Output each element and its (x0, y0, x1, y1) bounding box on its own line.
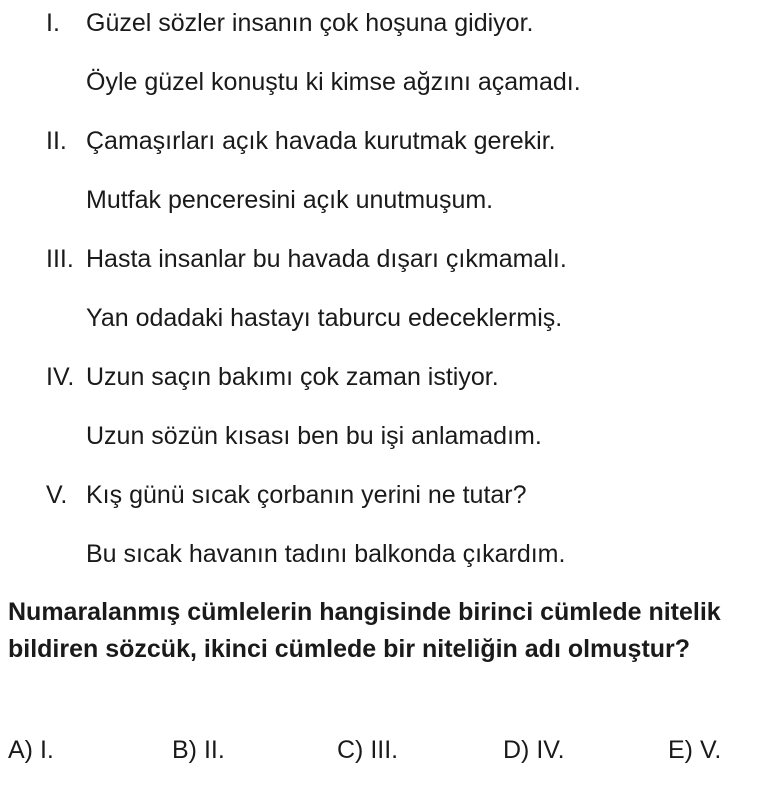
item-2-sentence-2: Mutfak penceresini açık unutmuşum. (86, 186, 494, 214)
item-4-sentence-2: Uzun sözün kısası ben bu işi anlamadım. (86, 422, 542, 450)
item-4-numeral: IV. (46, 363, 75, 391)
choice-c[interactable]: C) III. (337, 736, 399, 764)
question-stem: Numaralanmış cümlelerin hangisinde birinci cümlede nitelik bildiren sözcük, ikinci cümlede bir niteliğin adı olmuştur? (8, 598, 721, 663)
item-4-sentence-1: Uzun saçın bakımı çok zaman istiyor. (86, 363, 499, 391)
item-1-sentence-2: Öyle güzel konuştu ki kimse ağzını açamadı. (86, 68, 581, 96)
choice-e[interactable]: E) V. (668, 736, 722, 764)
item-3-sentence-1: Hasta insanlar bu havada dışarı çıkmamalı. (86, 245, 567, 273)
item-5-sentence-1: Kış günü sıcak çorbanın yerini ne tutar? (86, 481, 527, 509)
choice-a[interactable]: A) I. (8, 736, 54, 764)
choice-d[interactable]: D) IV. (503, 736, 565, 764)
item-1-numeral: I. (46, 9, 60, 37)
item-3-sentence-2: Yan odadaki hastayı taburcu edeceklermiş. (86, 304, 563, 332)
item-2-sentence-1: Çamaşırları açık havada kurutmak gerekir. (86, 127, 556, 155)
item-3-numeral: III. (46, 245, 74, 273)
item-5-numeral: V. (46, 481, 68, 509)
item-5-sentence-2: Bu sıcak havanın tadını balkonda çıkardım. (86, 540, 566, 568)
answer-choices (0, 735, 760, 767)
choice-b[interactable]: B) II. (172, 736, 225, 764)
item-2-numeral: II. (46, 127, 67, 155)
item-1-sentence-1: Güzel sözler insanın çok hoşuna gidiyor. (86, 9, 534, 37)
